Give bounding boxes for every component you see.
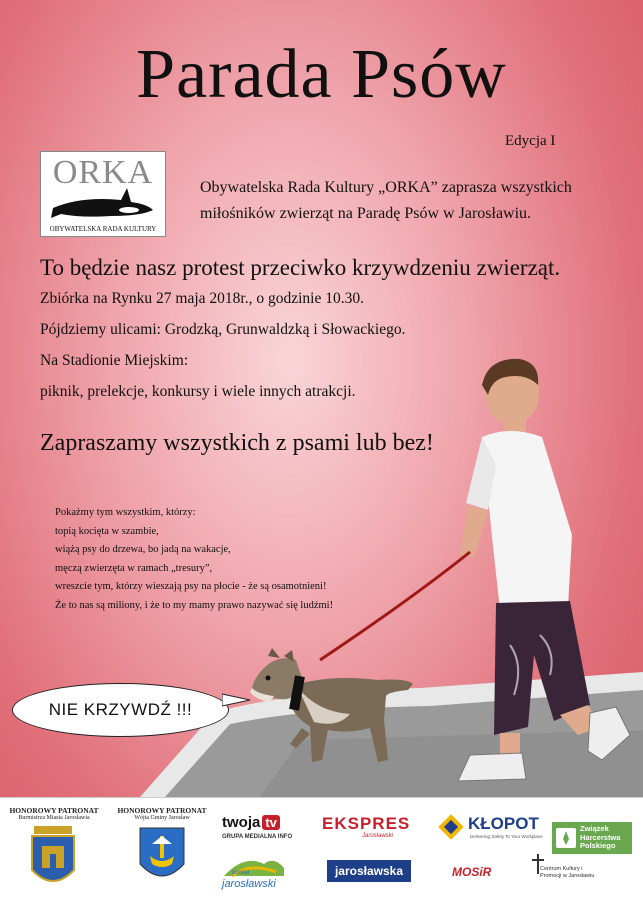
detail-gathering: Zbiórka na Rynku 27 maja 2018r., o godzinie 10.30. <box>40 290 364 307</box>
coat-of-arms-jaroslaw-city-icon <box>28 826 78 892</box>
protest-heading: To będzie nasz protest przeciwko krzywdzeniu zwierząt. <box>40 255 561 280</box>
speech-bubble <box>12 683 229 737</box>
dog-illustration <box>238 648 423 773</box>
edition-label: Edycja I <box>505 133 556 149</box>
klopot-icon <box>436 812 466 842</box>
patron-gmina <box>112 806 212 821</box>
patron-subtitle: Burmistrza Miasta Jarosławia <box>18 815 90 821</box>
patron-miasto <box>4 806 104 821</box>
patron-title: HONOROWY PATRONAT <box>9 806 99 815</box>
intro-line: Obywatelska Rada Kultury „ORKA” zaprasza wszystkich <box>200 179 572 196</box>
klopot-sub: Delivering Safety To Your Workplace <box>470 834 543 839</box>
detail-attractions: piknik, prelekcje, konkursy i wiele innych atrakcji. <box>40 383 356 400</box>
mosir-logo: MOSiR <box>452 865 492 879</box>
intro-line: miłośników zwierząt na Paradę Psów w Jarosławiu. <box>200 205 532 222</box>
poem-line: wreszcie tym, którzy wieszają psy na płocie - że są osamotnieni! <box>55 581 327 593</box>
tv-text: tv <box>262 815 280 830</box>
detail-route: Pójdziemy ulicami: Grodzką, Grunwaldzką i Słowackiego. <box>40 321 406 338</box>
patron-title: HONOROWY PATRONAT <box>117 806 207 815</box>
detail-stadium: Na Stadionie Miejskim: <box>40 352 189 369</box>
zhp-line: Harcerstwa <box>580 832 621 842</box>
logo-caption: OBYWATELSKA RADA KULTURY <box>49 225 157 233</box>
poem-line: Że to nas są miliony, i że to my mamy prawo nazywać się ludźmi! <box>55 599 334 611</box>
grupa-medialna-text: GRUPA MEDIALNA INFO <box>222 834 293 840</box>
twoja-text: twoja <box>222 814 261 831</box>
intro-text <box>200 175 620 227</box>
poem-line: topią kocięta w szambie, <box>55 525 159 537</box>
powiat-text: powiat <box>232 870 250 876</box>
speech-bubble-text: NIE KRZYWDŹ !!! <box>48 700 193 719</box>
invite-heading: Zapraszamy wszystkich z psami lub bez! <box>40 430 434 456</box>
jaroslawska-logo: jarosławska <box>327 860 411 882</box>
ekspres-sub: Jarosławski <box>362 833 394 839</box>
poem-line: Pokażmy tym wszystkim, którzy: <box>55 507 196 518</box>
orka-logo <box>40 151 166 237</box>
jaroslawski-text: jarosławski <box>222 878 276 890</box>
ekspres-logo: EKSPRES <box>322 814 411 833</box>
zhp-lily-icon <box>555 827 577 849</box>
centrum-kultury-text: Centrum Kultury i Promocji w Jarosławiu <box>540 866 595 879</box>
speech-bubble-tail <box>222 690 252 710</box>
poem-text <box>55 504 385 616</box>
footer-sponsors <box>0 797 643 900</box>
zhp-logo <box>552 822 632 854</box>
coat-of-arms-jaroslaw-gmina-icon <box>138 826 186 888</box>
twoja-tv-logo <box>222 812 280 831</box>
page-title: Parada Psów <box>136 36 507 113</box>
zhp-line: Polskiego <box>580 841 616 851</box>
logo-name: ORKA <box>52 154 154 191</box>
zhp-line: Związek <box>580 824 609 834</box>
klopot-logo: KŁOPOT <box>468 814 539 833</box>
patron-subtitle: Wójta Gminy Jarosław <box>134 815 190 821</box>
orca-icon <box>51 188 155 220</box>
poem-line: męczą zwierzęta w ramach „tresury”, <box>55 562 213 574</box>
poem-line: wiążą psy do drzewa, bo jadą na wakacje, <box>55 544 231 556</box>
